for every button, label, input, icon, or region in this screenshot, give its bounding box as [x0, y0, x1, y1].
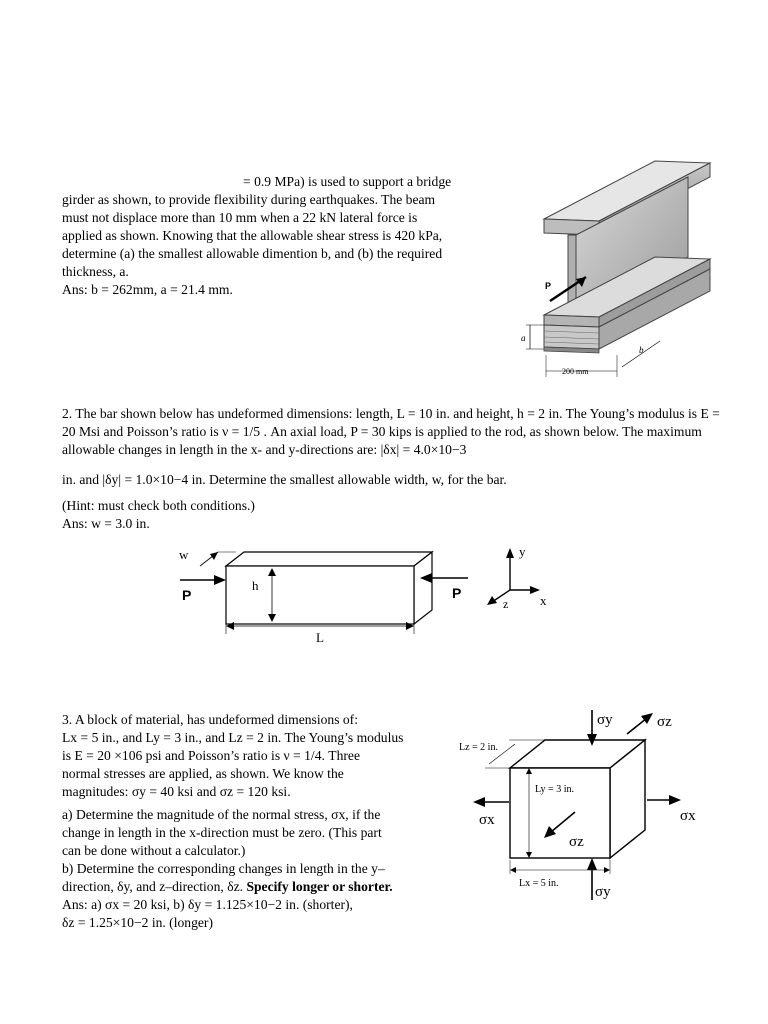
p1-line-4: applied as shown. Knowing that the allowable shear stress is 420 kPa, — [62, 228, 443, 243]
p1-line-2: girder as shown, to provide flexibility during earthquakes. The beam — [62, 192, 436, 207]
p1-line-3: must not displace more than 10 mm when a 22 kN lateral force is — [62, 210, 418, 225]
block-figure — [455, 704, 705, 908]
label-a: a — [521, 333, 526, 343]
label-w: w — [179, 547, 189, 562]
label-ly: Ly = 3 in. — [535, 784, 574, 795]
label-lz: Lz = 2 in. — [459, 742, 498, 753]
axis-y-label: y — [519, 544, 526, 559]
p3-answer-2: δz = 1.25×10−2 in. (longer) — [62, 915, 213, 930]
sigma-z-top: σz — [657, 714, 672, 730]
label-lx: Lx = 5 in. — [519, 878, 559, 889]
p3-line-2: Lx = 5 in., and Ly = 3 in., and Lz = 2 in. The Young’s modulus — [62, 730, 404, 745]
bar-figure — [170, 540, 570, 652]
axis-x-label: x — [540, 593, 547, 608]
p1-line-6: thickness, a. — [62, 264, 129, 279]
p3-line-5: magnitudes: σy = 40 ksi and σz = 120 ksi. — [62, 784, 291, 799]
bar-front — [226, 566, 414, 624]
block-front — [510, 768, 610, 858]
p3-answer-1: Ans: a) σx = 20 ksi, b) δy = 1.125×10−2 in. (shorter), — [62, 897, 353, 912]
p1-answer: Ans: b = 262mm, a = 21.4 mm. — [62, 282, 233, 297]
p3-line-4: normal stresses are applied, as shown. We know the — [62, 766, 344, 781]
p3-line-10-a: direction, δy, and z–direction, δz. — [62, 879, 247, 894]
p1-line-5: determine (a) the smallest allowable dimention b, and (b) the required — [62, 246, 443, 261]
p3-line-7: change in length in the x-direction must be zero. (This part — [62, 825, 382, 840]
sigma-x-left: σx — [479, 812, 495, 828]
p2-hint: (Hint: must check both conditions.) — [62, 498, 255, 513]
beam-figure — [510, 155, 715, 383]
label-p-left: P — [182, 587, 192, 603]
sigma-y-top: σy — [597, 712, 613, 728]
p2-para-2: in. and |δy| = 1.0×10−4 in. Determine the smallest allowable width, w, for the bar. — [62, 472, 507, 487]
label-h: h — [252, 578, 259, 593]
p3-line-10 — [62, 878, 393, 896]
sigma-z-mid: σz — [569, 834, 584, 850]
label-200mm: 200 mm — [562, 367, 589, 376]
sigma-x-right: σx — [680, 808, 696, 824]
p3-line-8: can be done without a calculator.) — [62, 843, 246, 858]
axis-z-label: z — [503, 597, 509, 611]
p3-line-3: is E = 20 ×106 psi and Poisson’s ratio is ν = 1/4. Three — [62, 748, 360, 763]
label-p-right: P — [452, 585, 462, 601]
p3-line-9: b) Determine the corresponding changes in length in the y– — [62, 861, 385, 876]
p3-line-1: 3. A block of material, has undeformed dimensions of: — [62, 712, 358, 727]
axes-triad — [487, 544, 547, 611]
p2-para-1: 2. The bar shown below has undeformed dimensions: length, L = 10 in. and height, h = 2 in. The Young’s modulus is E = 20 Msi and Poisson’s ratio is ν = 1/5 . An axial load, P = 30 kips is applied to the rod, as shown below. The maximum allowable changes in length in the x- and y-directions are: |δx| = 4.0×10−3 — [62, 406, 720, 457]
p3-line-6: a) Determine the magnitude of the normal stress, σx, if the — [62, 807, 381, 822]
sigma-y-bottom: σy — [595, 884, 611, 900]
p3-line-10-b: Specify longer or shorter. — [246, 879, 393, 894]
p2-paragraph — [62, 405, 722, 459]
label-p: P — [545, 281, 552, 291]
p2-answer: Ans: w = 3.0 in. — [62, 516, 150, 531]
label-L: L — [316, 630, 324, 645]
p1-line-1: = 0.9 MPa) is used to support a bridge — [243, 174, 452, 189]
label-b: b — [639, 345, 644, 355]
